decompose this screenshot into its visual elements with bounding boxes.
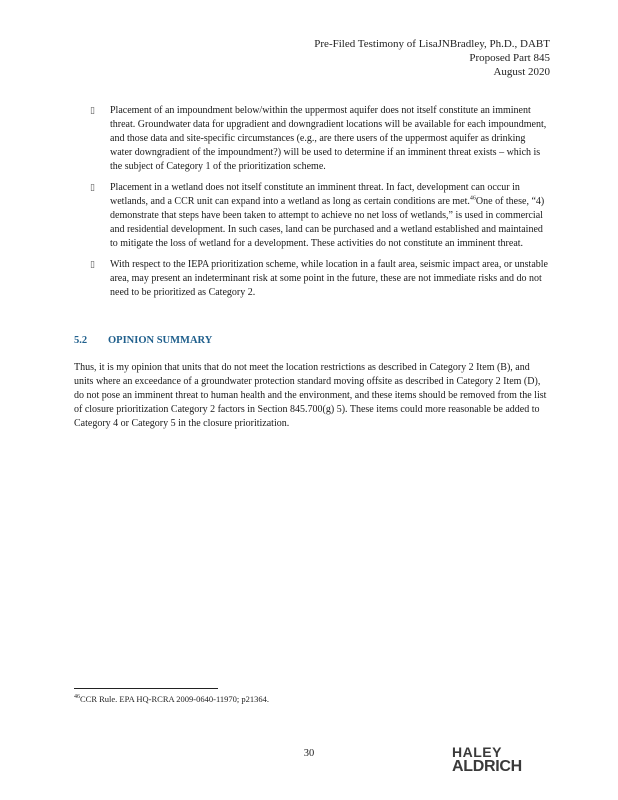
summary-paragraph: Thus, it is my opinion that units that do not meet the location restrictions as described in Category 2 Item (B), and units where an exceedance of a groundwater protection standard moving offsite as described in Category 2 Item (D), do not pose an imminent threat to human health and the environment, and these items should be removed from the list of closure prioritization Category 2 factors in Section 845.700(g) 5). These items could more reasonable be added to Category 4 or Category 5 in the closure prioritization. (74, 362, 547, 429)
page-header (314, 37, 550, 79)
footnote (74, 694, 269, 704)
header-title: Pre-Filed Testimony of LisaJNBradley, Ph.D., DABT (314, 38, 550, 50)
logo-line-2: ALDRICH (452, 758, 522, 775)
section-heading (74, 335, 212, 346)
bullet-text-continued: One of these, “4) demonstrate that steps have been taken to attempt to achieve no net loss of wetlands,” is used in commercial and residential development. In such cases, land can be purchased and a wetland established and maintained to mitigate the loss of wetland for a development. These activities do not constitute an imminent threat. (110, 196, 545, 249)
bullet-marker-icon: ▯ (90, 106, 95, 116)
header-subtitle: Proposed Part 845 (469, 52, 550, 64)
page-number: 30 (303, 748, 315, 759)
footnote-text: CCR Rule. EPA HQ-RCRA 2009-0640-11970; p21364. (80, 694, 269, 704)
bullet-item-aquifer (90, 104, 550, 174)
logo-line-1: HALEY (452, 744, 502, 760)
footnote-reference[interactable]: 46 (469, 195, 476, 202)
bullet-text: Placement in a wetland does not itself constitute an imminent threat. In fact, development can occur in wetlands, and a CCR unit can expand into a wetland as long as certain conditions are met. (110, 182, 520, 207)
header-date: August 2020 (493, 66, 550, 78)
bullet-item-fault-area (90, 258, 550, 300)
footnote-divider (74, 688, 218, 689)
bullet-list (90, 104, 550, 307)
footnote-number: 46 (74, 694, 80, 701)
bullet-text: Placement of an impoundment below/within the uppermost aquifer does not itself constitute an imminent threat. Groundwater data for upgradient and downgradient locations will be available for each impoundment, and those data and site-specific circumstances (e.g., are there users of the uppermost aquifer as drinking water downgradient of the impoundment?) will be used to determine if an imminent threat exists – which is the subject of Category 1 of the prioritization scheme. (110, 105, 547, 172)
section-number: 5.2 (74, 335, 88, 346)
bullet-text: With respect to the IEPA prioritization scheme, while location in a fault area, seismic impact area, or unstable area, may present an indeterminant risk at some point in the future, these are not immediate risks and do not need to be prioritized as Category 2. (110, 259, 548, 298)
haley-aldrich-logo (452, 745, 522, 775)
bullet-marker-icon: ▯ (90, 260, 95, 270)
section-title: OPINION SUMMARY (108, 335, 213, 346)
bullet-item-wetland (90, 181, 550, 251)
bullet-marker-icon: ▯ (90, 183, 95, 193)
